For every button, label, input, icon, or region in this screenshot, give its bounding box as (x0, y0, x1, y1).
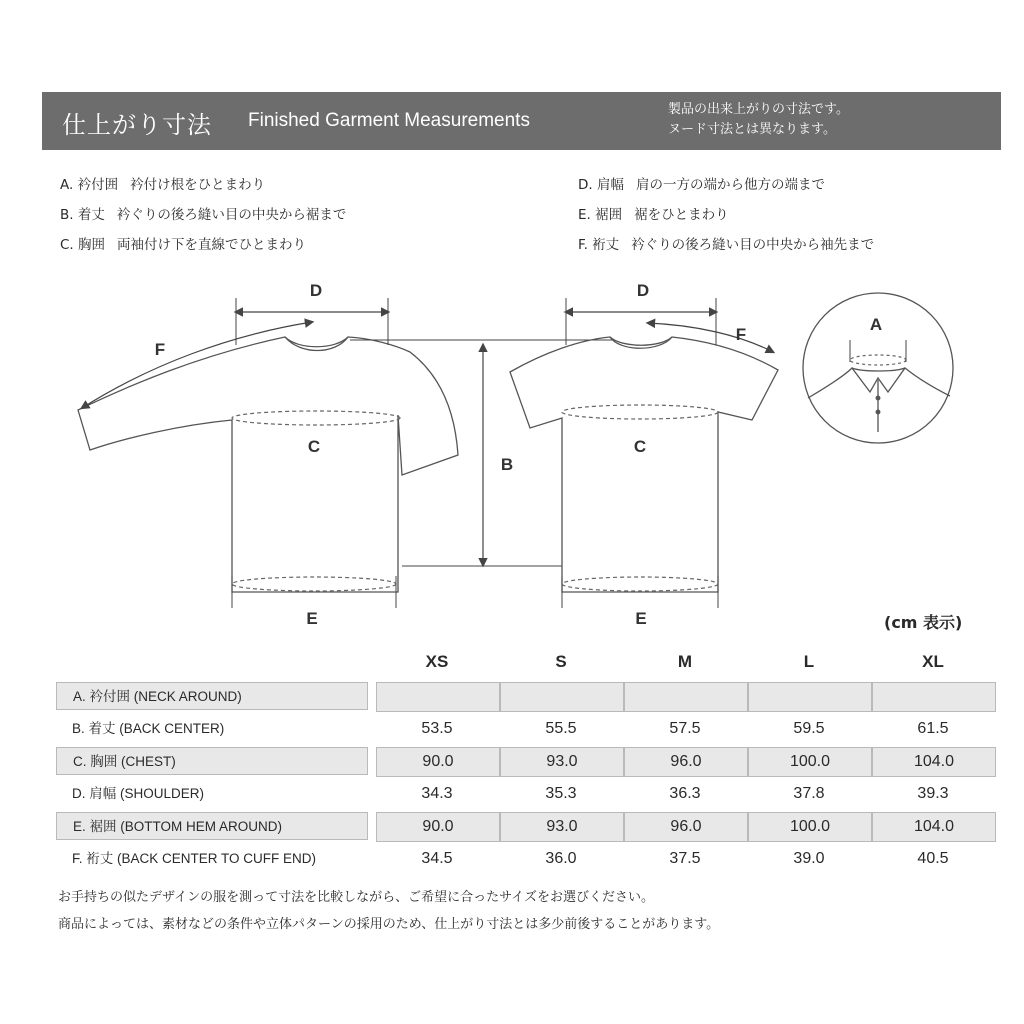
definition-code: C. 胸囲 (60, 237, 106, 253)
footer-line2: 商品によっては、素材などの条件や立体パターンの採用のため、仕上がり寸法とは多少前後することがあります。 (58, 917, 720, 932)
definition-desc: 衿ぐりの後ろ縫い目の中央から裾まで (116, 207, 347, 223)
page-title: 仕上がり寸法 (62, 111, 212, 139)
unit-note: (cm 表示) (884, 613, 963, 632)
table-cell: 90.0 (376, 812, 500, 842)
label-b: B (500, 455, 514, 474)
table-cell (376, 682, 500, 712)
definitions-left (60, 170, 346, 260)
definition-code: E. 裾囲 (578, 207, 623, 223)
table-cell: 100.0 (748, 812, 872, 842)
table-cell (748, 682, 872, 712)
footer-notes (58, 884, 719, 938)
size-header: L (803, 652, 815, 671)
f-arrow-right (648, 323, 773, 352)
size-header: M (677, 652, 693, 671)
definition-desc: 衿ぐりの後ろ縫い目の中央から袖先まで (631, 237, 875, 253)
definition-d (578, 170, 874, 200)
title-bar (42, 92, 1001, 150)
size-header: XS (425, 652, 449, 671)
definition-a (60, 170, 346, 200)
label-c-right: C (633, 437, 647, 456)
definition-code: F. 裄丈 (578, 237, 620, 253)
row-label: F. 裄丈 (BACK CENTER TO CUFF END) (72, 850, 317, 866)
table-cell: 100.0 (748, 747, 872, 777)
definition-desc: 両袖付け下を直線でひとまわり (117, 237, 307, 253)
definition-e (578, 200, 874, 230)
garment-diagram (0, 270, 1024, 640)
label-a: A (869, 315, 883, 334)
definition-desc: 衿付け根をひとまわり (130, 177, 266, 193)
definition-desc: 裾をひとまわり (634, 207, 729, 223)
footer-line1: お手持ちの似たデザインの服を測って寸法を比較しながら、ご希望に合ったサイズをお選びください。 (58, 890, 655, 905)
row-label: C. 胸囲 (CHEST) (56, 747, 368, 775)
table-cell: 53.5 (421, 719, 453, 737)
table-cell: 61.5 (917, 719, 949, 737)
table-cell: 34.5 (421, 849, 453, 867)
table-cell: 34.3 (421, 784, 453, 802)
size-header: XL (922, 652, 944, 671)
table-cell: 37.8 (793, 784, 825, 802)
label-c-left: C (307, 437, 321, 456)
table-cell: 104.0 (872, 812, 996, 842)
table-cell: 104.0 (872, 747, 996, 777)
table-cell: 40.5 (917, 849, 949, 867)
header-note (668, 100, 849, 140)
table-cell (872, 682, 996, 712)
label-d-left: D (309, 281, 323, 300)
definition-code: B. 着丈 (60, 207, 105, 223)
label-e-right: E (635, 609, 647, 628)
size-header: S (555, 652, 567, 671)
short-sleeve-shirt-drawing (510, 337, 778, 592)
table-cell: 93.0 (500, 747, 624, 777)
definitions-right (578, 170, 874, 260)
c-ellipse-right (562, 405, 718, 419)
table-cell: 35.3 (545, 784, 577, 802)
label-d-right: D (636, 281, 650, 300)
definition-desc: 肩の一方の端から他方の端まで (635, 177, 825, 193)
table-cell: 96.0 (624, 747, 748, 777)
row-label: B. 着丈 (BACK CENTER) (72, 720, 225, 736)
label-e-left: E (306, 609, 318, 628)
table-cell: 59.5 (793, 719, 825, 737)
definition-code: A. 衿付囲 (60, 177, 119, 193)
definition-c (60, 230, 346, 260)
e-ellipse-right (562, 577, 718, 591)
page-title-en: Finished Garment Measurements (248, 110, 530, 131)
e-ellipse-left (232, 577, 396, 591)
label-f-right: F (735, 325, 747, 344)
table-cell: 90.0 (376, 747, 500, 777)
f-arrow-left (82, 322, 312, 408)
table-cell: 37.5 (669, 849, 701, 867)
definition-code: D. 肩幅 (578, 177, 624, 193)
table-cell (624, 682, 748, 712)
table-cell: 36.0 (545, 849, 577, 867)
header-note-line2: ヌード寸法とは異なります。 (668, 122, 836, 137)
long-sleeve-shirt-drawing (78, 337, 458, 592)
table-cell: 93.0 (500, 812, 624, 842)
label-f-left: F (154, 340, 166, 359)
definition-b (60, 200, 346, 230)
table-cell: 57.5 (669, 719, 701, 737)
c-ellipse-left (232, 411, 400, 425)
table-cell: 39.0 (793, 849, 825, 867)
row-label: A. 衿付囲 (NECK AROUND) (56, 682, 368, 710)
row-label: D. 肩幅 (SHOULDER) (72, 785, 205, 801)
definition-f (578, 230, 874, 260)
table-cell: 55.5 (545, 719, 577, 737)
table-cell (500, 682, 624, 712)
table-cell: 36.3 (669, 784, 701, 802)
table-cell: 39.3 (917, 784, 949, 802)
table-cell: 96.0 (624, 812, 748, 842)
row-label: E. 裾囲 (BOTTOM HEM AROUND) (56, 812, 368, 840)
a-ellipse (850, 355, 906, 365)
header-note-line1: 製品の出来上がりの寸法です。 (668, 102, 849, 117)
